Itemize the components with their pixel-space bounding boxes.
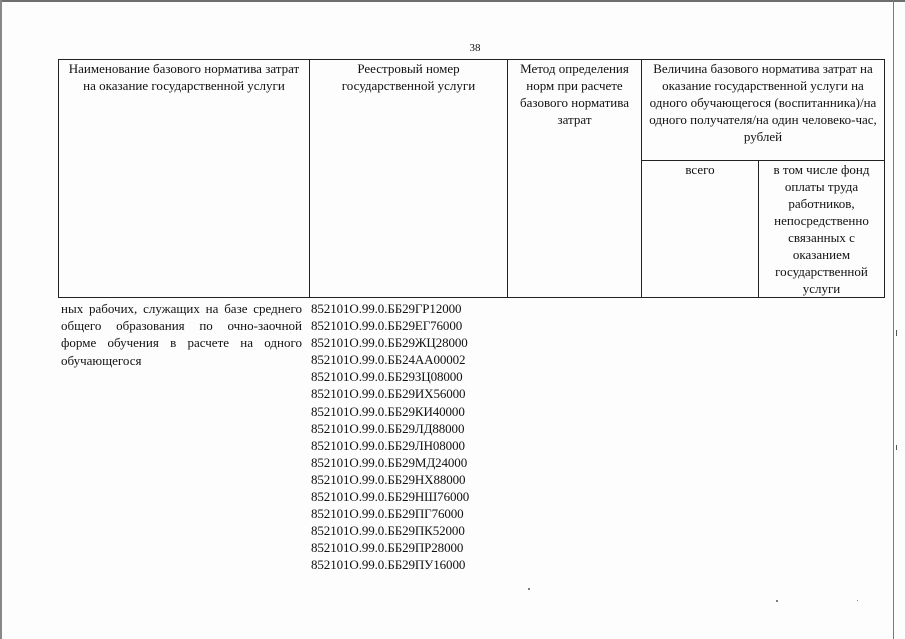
registry-code: 852101О.99.0.ББ29ГР12000: [311, 301, 462, 316]
registry-code: 852101О.99.0.ББ29ПУ16000: [311, 557, 466, 573]
header-cell-fund: в том числе фонд оплаты труда работников, непосредственно связанных с оказанием государственной услуги: [759, 161, 885, 298]
scan-speck: [896, 445, 897, 450]
registry-code: 852101О.99.0.ББ29ЖЦ28000: [311, 335, 468, 351]
registry-code: 852101О.99.0.ББ29НХ88000: [311, 471, 466, 487]
registry-code: 852101О.99.0.ББ29ЛН08000: [311, 437, 465, 453]
scan-speck: [776, 600, 778, 602]
norm-table: [58, 59, 885, 298]
scan-speck: [528, 588, 530, 590]
scan-edge-top: [0, 0, 905, 2]
table-header-row-top: [59, 60, 885, 161]
header-cell-registry: Реестровый номер государственной услуги: [310, 60, 508, 298]
registry-code: 852101О.99.0.ББ29ЛД88000: [311, 420, 465, 436]
registry-code: 852101О.99.0.ББ29МД24000: [311, 454, 468, 470]
header-cell-total: всего: [642, 161, 759, 298]
registry-code: 852101О.99.0.ББ29ПГ76000: [311, 506, 464, 522]
service-name-continuation: ных рабочих, служащих на базе среднего общего образования по очно-заочной форме обучения в расчете на одного обучающегося: [61, 301, 302, 368]
header-cell-name: Наименование базового норматива затрат на оказание государственной услуги: [59, 60, 310, 298]
scan-edge-left: [0, 0, 2, 639]
scan-edge-right: [893, 0, 894, 639]
registry-code-list: [311, 300, 469, 574]
scan-speck: [896, 330, 897, 336]
registry-code: 852101О.99.0.ББ29КИ40000: [311, 403, 465, 419]
scan-speck: [857, 600, 858, 601]
registry-code: 852101О.99.0.ББ29ЕГ76000: [311, 318, 463, 334]
registry-code: 852101О.99.0.ББ29НШ76000: [311, 489, 470, 505]
registry-code: 852101О.99.0.ББ29ИХ56000: [311, 386, 466, 402]
registry-code: 852101О.99.0.ББ24АА00002: [311, 352, 466, 368]
registry-code: 852101О.99.0.ББ29ПР28000: [311, 540, 464, 556]
header-cell-value: Величина базового норматива затрат на оказание государственной услуги на одного обучающегося (воспитанника)/на одного получателя/на один человеко-час, рублей: [642, 60, 885, 161]
page-number: 38: [469, 42, 481, 54]
registry-code: 852101О.99.0.ББ29ПК52000: [311, 523, 465, 539]
registry-code: 852101О.99.0.ББ29ЗЦ08000: [311, 369, 463, 385]
header-cell-method: Метод определения норм при расчете базового норматива затрат: [508, 60, 642, 298]
